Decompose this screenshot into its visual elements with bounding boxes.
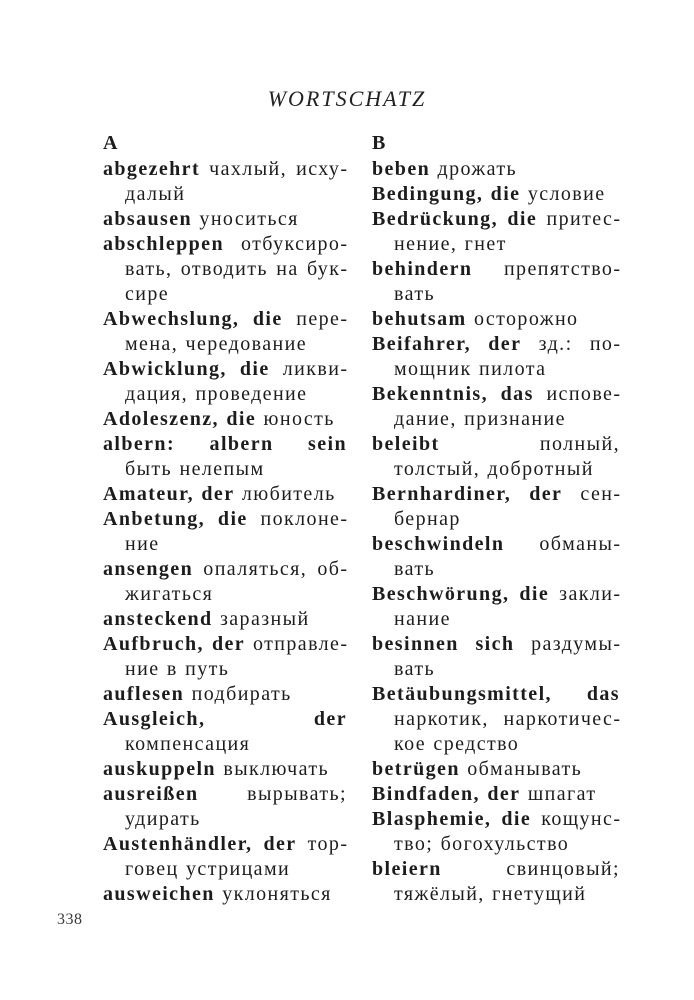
entry-translation: поклонение: [125, 508, 347, 555]
entry-term: Betäubungsmittel, das: [372, 683, 620, 705]
dictionary-entry: [372, 157, 620, 182]
dictionary-entry: [372, 382, 620, 432]
dictionary-entry: [103, 607, 347, 632]
entry-translation: уклоняться: [222, 883, 332, 905]
dictionary-entry: [372, 807, 620, 857]
entry-term: Amateur, der: [103, 483, 235, 505]
dictionary-entry: [372, 857, 620, 907]
entry-term: ausweichen: [103, 883, 215, 905]
entry-translation: торговец устрицами: [125, 833, 348, 880]
entry-translation: условие: [527, 183, 606, 205]
entry-term: behutsam: [372, 308, 467, 330]
entry-term: albern: albern sein: [103, 433, 347, 455]
dictionary-entry: [372, 482, 620, 532]
entry-term: Beifahrer, der: [372, 333, 522, 355]
entry-translation: зд.: помощник пилота: [394, 333, 620, 380]
entry-translation: свинцовый; тяжёлый, гнетущий: [394, 858, 620, 905]
dictionary-entry: [103, 557, 347, 607]
entry-term: beschwindeln: [372, 533, 505, 555]
dictionary-entry: [103, 207, 347, 232]
entry-term: Bekenntnis, das: [372, 383, 534, 405]
entry-translation: обманывать: [394, 533, 620, 580]
entry-translation: шпагат: [527, 783, 597, 805]
entry-term: Adoleszenz, die: [103, 408, 257, 430]
dictionary-entry: [372, 582, 620, 632]
entry-term: absausen: [103, 208, 193, 230]
column-b-entries: [372, 157, 620, 907]
column-a-entries: [103, 157, 347, 907]
dictionary-entry: [103, 507, 347, 557]
entry-translation: осторожно: [473, 308, 579, 330]
entry-term: Abwechslung, die: [103, 308, 283, 330]
entry-translation: перемена, чередование: [125, 308, 347, 355]
dictionary-entry: [372, 332, 620, 382]
entry-translation: отправление в путь: [125, 633, 347, 680]
dictionary-entry: [103, 757, 347, 782]
dictionary-entry: [372, 182, 620, 207]
dictionary-entry: [103, 407, 347, 432]
dictionary-entry: [103, 882, 347, 907]
entry-translation: сенбернар: [394, 483, 620, 530]
entry-term: Bernhardiner, der: [372, 483, 563, 505]
entry-term: besinnen sich: [372, 633, 515, 655]
dictionary-entry: [103, 707, 347, 757]
entry-term: Bedrückung, die: [372, 208, 538, 230]
entry-translation: обманывать: [467, 758, 583, 780]
entry-translation: раздумывать: [394, 633, 620, 680]
entry-term: ausreißen: [103, 783, 199, 805]
entry-term: beleibt: [372, 433, 440, 455]
entry-term: beben: [372, 158, 431, 180]
dictionary-entry: [103, 832, 347, 882]
entry-translation: вырывать; удирать: [125, 783, 347, 830]
entry-translation: наркотик, наркотическое средство: [394, 708, 620, 755]
dictionary-entry: [372, 307, 620, 332]
entry-term: Abwicklung, die: [103, 358, 270, 380]
entry-term: abgezehrt: [103, 158, 201, 180]
dictionary-entry: [103, 307, 347, 357]
entry-term: ansengen: [103, 558, 194, 580]
dictionary-entry: [103, 482, 347, 507]
entry-term: Anbetung, die: [103, 508, 248, 530]
dictionary-entry: [103, 157, 347, 207]
dictionary-entry: [103, 357, 347, 407]
entry-translation: юность: [263, 408, 335, 430]
entry-term: ansteckend: [103, 608, 213, 630]
entry-term: Austenhändler, der: [103, 833, 297, 855]
dictionary-entry: [372, 207, 620, 257]
entry-translation: ликвидация, проведение: [125, 358, 347, 405]
entry-term: bleiern: [372, 858, 442, 880]
entry-translation: полный, толстый, добротный: [394, 433, 620, 480]
page-title: WORTSCHATZ: [267, 86, 427, 111]
dictionary-entry: [103, 232, 347, 307]
entry-translation: быть нелепым: [125, 458, 265, 480]
entry-translation: подбирать: [191, 683, 292, 705]
entry-term: Bedingung, die: [372, 183, 521, 205]
entry-term: betrügen: [372, 758, 460, 780]
entry-term: auskuppeln: [103, 758, 216, 780]
dictionary-columns: [103, 131, 620, 907]
entry-translation: заразный: [219, 608, 310, 630]
entry-translation: притеснение, гнет: [394, 208, 620, 255]
entry-translation: любитель: [241, 483, 336, 505]
entry-term: auflesen: [103, 683, 185, 705]
dictionary-entry: [372, 432, 620, 482]
entry-translation: препятствовать: [394, 258, 620, 305]
entry-term: Bindfaden, der: [372, 783, 521, 805]
column-a-header: A: [103, 132, 119, 154]
entry-term: behindern: [372, 258, 473, 280]
dictionary-entry: [103, 682, 347, 707]
dictionary-entry: [372, 257, 620, 307]
entry-term: abschleppen: [103, 233, 224, 255]
entry-translation: чахлый, исхудалый: [125, 158, 347, 205]
dictionary-entry: [103, 432, 347, 482]
entry-translation: исповедание, признание: [394, 383, 620, 430]
entry-translation: компенсация: [125, 733, 251, 755]
column-b-header: B: [372, 132, 387, 154]
entry-term: Beschwörung, die: [372, 583, 550, 605]
dictionary-entry: [103, 782, 347, 832]
dictionary-entry: [372, 757, 620, 782]
entry-term: Blasphemie, die: [372, 808, 532, 830]
entry-term: Aufbruch, der: [103, 633, 246, 655]
dictionary-entry: [372, 632, 620, 682]
entry-translation: выключать: [223, 758, 330, 780]
column-b: [372, 131, 620, 907]
column-a: [103, 131, 347, 907]
entry-translation: опаляться, обжигаться: [125, 558, 347, 605]
entry-translation: уноситься: [199, 208, 299, 230]
dictionary-entry: [372, 532, 620, 582]
entry-translation: дрожать: [437, 158, 518, 180]
dictionary-entry: [372, 782, 620, 807]
entry-translation: заклинание: [394, 583, 620, 630]
entry-translation: отбуксировать, отводить на буксире: [125, 233, 347, 305]
dictionary-entry: [372, 682, 620, 757]
entry-translation: кощунство; богохульство: [394, 808, 620, 855]
page-number: 338: [57, 911, 83, 928]
entry-term: Ausgleich, der: [103, 708, 347, 730]
dictionary-entry: [103, 632, 347, 682]
